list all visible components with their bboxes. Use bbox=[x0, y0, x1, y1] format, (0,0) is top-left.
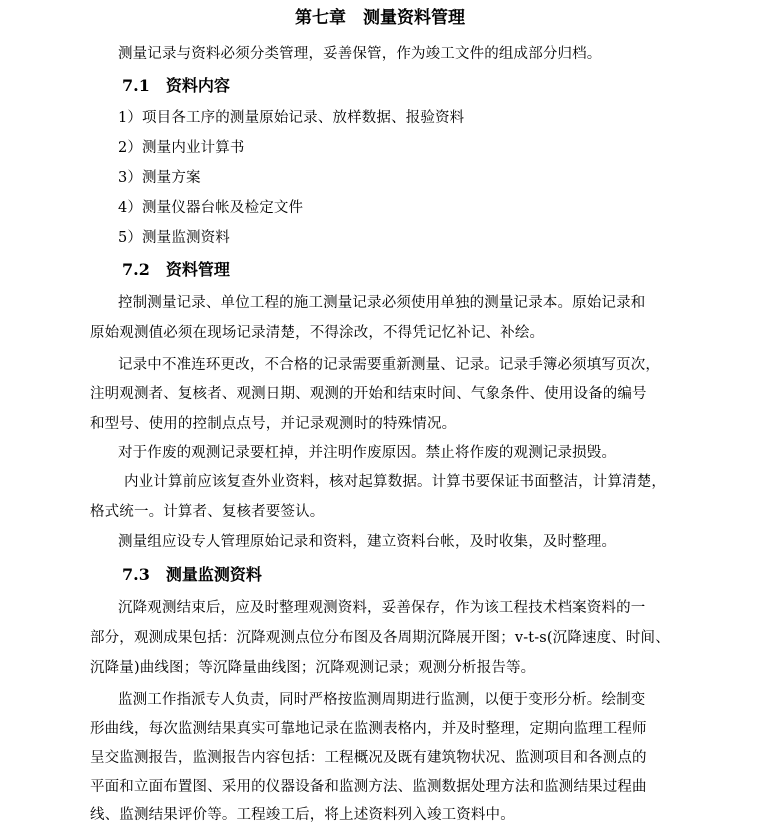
paragraph-line: 沉降量)曲线图；等沉降量曲线图；沉降观测记录；观测分析报告等。 bbox=[90, 660, 536, 676]
paragraph-line: 线、监测结果评价等。工程竣工后，将上述资料列入竣工资料中。 bbox=[90, 807, 515, 823]
paragraph-line: 形曲线，每次监测结果真实可靠地记录在监测表格内，并及时整理，定期向监理工程师 bbox=[90, 721, 647, 737]
paragraph-line: 注明观测者、复核者、观测日期、观测的开始和结束时间、气象条件、使用设备的编号 bbox=[90, 386, 647, 402]
paragraph-line: 和型号、使用的控制点点号，并记录观测时的特殊情况。 bbox=[90, 416, 457, 432]
section-heading-7-2: 7.2 资料管理 bbox=[122, 260, 230, 279]
paragraph-line: 原始观测值必须在现场记录清楚，不得涂改，不得凭记忆补记、补绘。 bbox=[90, 325, 545, 341]
section-heading-7-1: 7.1 资料内容 bbox=[122, 76, 230, 95]
chapter-title: 第七章 测量资料管理 bbox=[295, 8, 465, 28]
paragraph-line: 平面和立面布置图、采用的仪器设备和监测方法、监测数据处理方法和监测结果过程曲 bbox=[90, 779, 647, 795]
paragraph-line: 内业计算前应该复查外业资料，核对起算数据。计算书要保证书面整洁，计算清楚， bbox=[124, 474, 667, 490]
list-item: 5）测量监测资料 bbox=[118, 230, 230, 246]
paragraph-line: 记录中不准连环更改，不合格的记录需要重新测量、记录。记录手簿必须填写页次， bbox=[118, 357, 661, 373]
paragraph-line: 格式统一。计算者、复核者要签认。 bbox=[90, 504, 325, 520]
list-item: 3）测量方案 bbox=[118, 170, 201, 186]
paragraph-line: 沉降观测结束后，应及时整理观测资料，妥善保存，作为该工程技术档案资料的一 bbox=[118, 600, 646, 616]
list-item: 1）项目各工序的测量原始记录、放样数据、报验资料 bbox=[118, 110, 465, 126]
paragraph-line: 部分，观测成果包括：沉降观测点位分布图及各周期沉降展开图；v-t-s(沉降速度、时间、 bbox=[90, 630, 670, 646]
list-item: 2）测量内业计算书 bbox=[118, 140, 245, 156]
paragraph-line: 监测工作指派专人负责，同时严格按监测周期进行监测，以便于变形分析。绘制变 bbox=[118, 692, 646, 708]
paragraph-line: 测量组应设专人管理原始记录和资料，建立资料台帐，及时收集，及时整理。 bbox=[118, 534, 617, 550]
paragraph-line: 呈交监测报告，监测报告内容包括：工程概况及既有建筑物状况、监测项目和各测点的 bbox=[90, 750, 647, 766]
paragraph-line: 对于作废的观测记录要杠掉，并注明作废原因。禁止将作废的观测记录损毁。 bbox=[118, 445, 617, 461]
intro-paragraph: 测量记录与资料必须分类管理，妥善保管，作为竣工文件的组成部分归档。 bbox=[118, 46, 602, 62]
section-heading-7-3: 7.3 测量监测资料 bbox=[122, 565, 262, 584]
list-item: 4）测量仪器台帐及检定文件 bbox=[118, 200, 304, 216]
paragraph-line: 控制测量记录、单位工程的施工测量记录必须使用单独的测量记录本。原始记录和 bbox=[118, 295, 646, 311]
